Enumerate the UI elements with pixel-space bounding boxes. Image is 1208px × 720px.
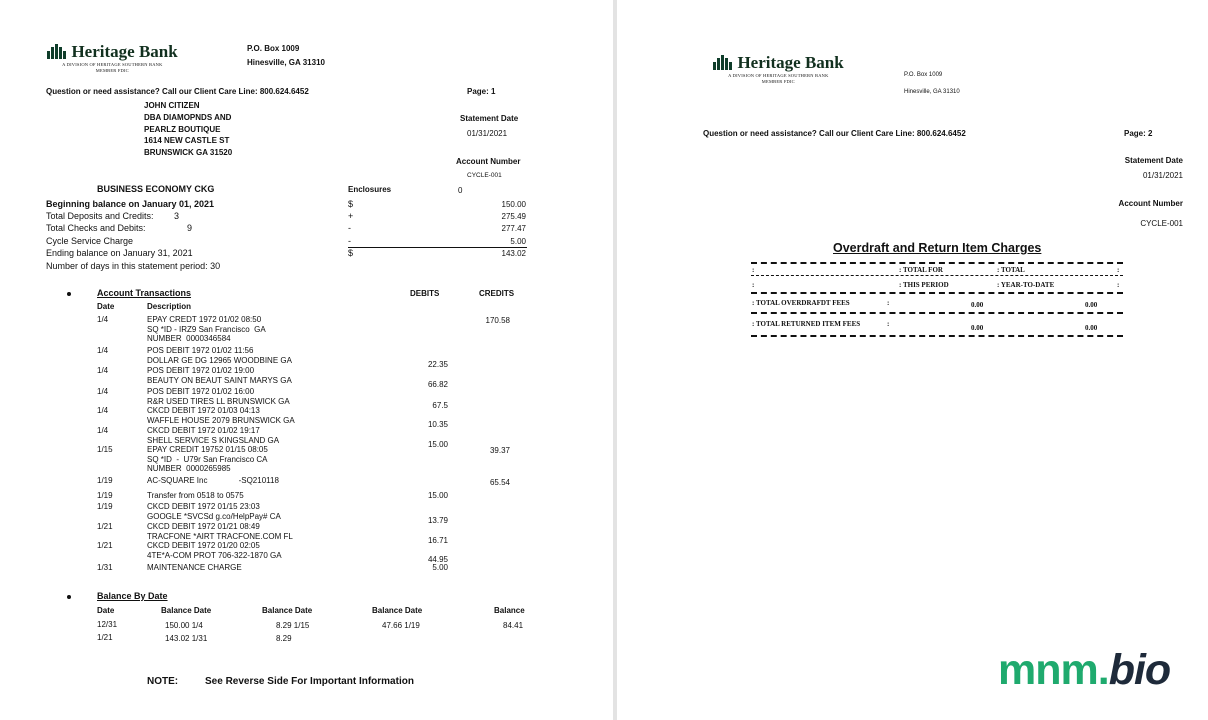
transaction-description: CKCD DEBIT 1972 01/03 04:13	[147, 406, 260, 415]
summary-label: Total Deposits and Credits:	[46, 211, 154, 221]
transaction-description: CKCD DEBIT 1972 01/21 08:49	[147, 522, 260, 531]
watermark-part2: bio	[1108, 646, 1171, 694]
watermark-logo	[998, 646, 1170, 695]
summary-sign: $	[348, 199, 354, 209]
charges-header-cell: : TOTAL FOR	[899, 266, 943, 274]
statement-page-2	[617, 0, 1208, 720]
transaction-date: 1/19	[97, 502, 113, 511]
charges-header-cell: :	[752, 266, 755, 274]
customer-line: JOHN CITIZEN	[144, 101, 200, 110]
transaction-credit: 170.58	[485, 316, 510, 325]
transaction-description: GOOGLE *SVCSd g.co/HelpPay# CA	[147, 511, 281, 521]
client-care-line: Question or need assistance? Call our Client Care Line: 800.624.6452	[703, 129, 966, 138]
transaction-description: TRACFONE *AIRT TRACFONE.COM FL	[147, 531, 293, 541]
charges-header-cell: :	[752, 281, 755, 289]
bank-name: Heritage Bank	[737, 53, 844, 72]
watermark-part1: mnm.	[998, 646, 1109, 694]
transaction-description: SQ *ID - U79r San Francisco CA	[147, 454, 268, 464]
transaction-credit: 65.54	[489, 478, 510, 487]
transaction-description: POS DEBIT 1972 01/02 16:00	[147, 387, 255, 396]
transaction-description: POS DEBIT 1972 01/02 19:00	[147, 366, 255, 375]
transaction-debit: 5.00	[432, 563, 448, 572]
bullet-icon	[67, 292, 71, 296]
transaction-date: 1/15	[97, 445, 113, 454]
summary-label: Ending balance on January 31, 2021	[46, 248, 193, 258]
transaction-date: 1/4	[97, 387, 109, 396]
balance-cell: 47.66 1/19	[382, 621, 420, 630]
transaction-description: AC-SQUARE Inc -SQ210118	[147, 476, 279, 485]
summary-sign: +	[348, 211, 354, 221]
transaction-date: 1/4	[97, 366, 109, 375]
balance-cell: 84.41	[503, 621, 524, 630]
statement-date-label: Statement Date	[1124, 156, 1183, 165]
summary-amount: 5.00	[510, 237, 526, 246]
charges-row-ytd: 0.00	[1085, 324, 1098, 332]
bank-division: A DIVISION OF HERITAGE SOUTHERN BANK	[728, 73, 829, 78]
customer-line: PEARLZ BOUTIQUE	[144, 124, 221, 134]
transaction-description: EPAY CREDIT 19752 01/15 08:05	[147, 445, 268, 454]
balance-title: Balance By Date	[97, 591, 168, 601]
transaction-credit: 39.37	[489, 446, 510, 455]
transaction-debit: 15.00	[427, 491, 448, 500]
dashed-rule	[751, 275, 1123, 276]
bank-member: MEMBER FDIC	[761, 79, 795, 84]
balance-header: Balance Date	[262, 606, 313, 615]
transaction-date: 1/4	[97, 426, 109, 435]
account-number-label: Account Number	[1118, 199, 1183, 208]
summary-sign: -	[348, 223, 351, 233]
summary-amount: 150.00	[501, 200, 526, 209]
charges-header-cell: : THIS PERIOD	[899, 281, 949, 289]
enclosures-label: Enclosures	[348, 185, 392, 194]
statement-date-label: Statement Date	[460, 114, 519, 123]
account-number-label: Account Number	[456, 157, 521, 166]
charges-row-ytd: 0.00	[1085, 301, 1098, 309]
account-type: BUSINESS ECONOMY CKG	[97, 184, 215, 194]
account-number: CYCLE-001	[1140, 219, 1183, 228]
charges-row-colon: :	[887, 320, 890, 328]
credits-header: CREDITS	[479, 289, 515, 298]
summary-label: Cycle Service Charge	[46, 236, 134, 246]
summary-sign: $	[348, 248, 354, 258]
dashed-rule	[751, 262, 1123, 264]
bank-name: Heritage Bank	[71, 42, 178, 61]
summary-label: Total Checks and Debits:	[46, 223, 146, 233]
address-line1: P.O. Box 1009	[904, 72, 943, 78]
transaction-date: 1/19	[97, 491, 113, 500]
charges-row-label: : TOTAL RETURNED ITEM FEES	[752, 320, 861, 328]
charges-row-label: : TOTAL OVERDRAFDT FEES	[752, 299, 850, 307]
transaction-description: SHELL SERVICE S KINGSLAND GA	[147, 435, 280, 445]
charges-title: Overdraft and Return Item Charges	[833, 241, 1042, 255]
balance-cell: 8.29	[276, 634, 292, 643]
charges-row-period: 0.00	[971, 324, 984, 332]
transaction-description: WAFFLE HOUSE 2079 BRUNSWICK GA	[147, 415, 295, 425]
balance-cell: 143.02 1/31	[165, 634, 208, 643]
customer-line: DBA DIAMOPNDS AND	[144, 112, 232, 122]
statement-date: 01/31/2021	[467, 129, 508, 138]
transaction-date: 1/4	[97, 406, 109, 415]
days-in-period: Number of days in this statement period: 30	[46, 261, 221, 271]
customer-address-block	[144, 100, 232, 159]
address-line2: Hinesville, GA 31310	[247, 58, 325, 67]
transaction-description: POS DEBIT 1972 01/02 11:56	[147, 346, 254, 355]
charges-header-cell: :	[1117, 266, 1120, 274]
transaction-debit: 67.5	[432, 401, 448, 410]
balance-cell: 1/21	[97, 633, 113, 642]
balance-cell: 12/31	[97, 620, 118, 629]
customer-line: BRUNSWICK GA 31520	[144, 148, 233, 158]
balance-header: Balance Date	[161, 606, 212, 615]
charges-header-cell: : TOTAL	[997, 266, 1025, 274]
transaction-description: CKCD DEBIT 1972 01/02 19:17	[147, 426, 260, 435]
summary-label: Beginning balance on January 01, 2021	[46, 199, 215, 209]
transaction-date: 1/31	[97, 563, 113, 572]
summary-amount: 277.47	[501, 224, 526, 233]
transaction-description: NUMBER 0000265985	[147, 464, 231, 474]
charges-header-cell: : YEAR-TO-DATE	[997, 281, 1055, 289]
client-care-line: Question or need assistance? Call our Client Care Line: 800.624.6452	[46, 87, 309, 96]
transaction-date: 1/4	[97, 315, 109, 324]
note-text: See Reverse Side For Important Information	[205, 676, 414, 687]
balance-header: Date	[97, 606, 115, 615]
balance-header: Balance	[494, 606, 525, 615]
balance-cell: 150.00 1/4	[165, 621, 203, 630]
summary-sign: -	[348, 236, 351, 246]
statement-date: 01/31/2021	[1142, 171, 1183, 180]
account-number: CYCLE-001	[467, 172, 502, 179]
transaction-debit: 13.79	[427, 516, 448, 525]
transaction-description: Transfer from 0518 to 0575	[147, 491, 244, 500]
dashed-rule	[751, 312, 1123, 314]
transaction-debit: 10.35	[427, 420, 448, 429]
page-number: Page: 2	[1124, 129, 1153, 138]
transaction-description: R&R USED TIRES LL BRUNSWICK GA	[147, 396, 290, 406]
transaction-description: CKCD DEBIT 1972 01/15 23:03	[147, 502, 260, 511]
transaction-description: BEAUTY ON BEAUT SAINT MARYS GA	[147, 375, 292, 385]
customer-line: 1614 NEW CASTLE ST	[144, 136, 230, 146]
balance-header: Balance Date	[372, 606, 423, 615]
debits-header: DEBITS	[410, 289, 440, 298]
transaction-debit: 16.71	[427, 536, 448, 545]
charges-row-period: 0.00	[971, 301, 984, 309]
transaction-description: DOLLAR GE DG 12965 WOODBINE GA	[147, 355, 292, 365]
transaction-description: 4TE*A-COM PROT 706-322-1870 GA	[147, 550, 282, 560]
bank-member: MEMBER FDIC	[95, 68, 129, 73]
address-line1: P.O. Box 1009	[247, 44, 300, 53]
transaction-description: CKCD DEBIT 1972 01/20 02:05	[147, 541, 260, 550]
dashed-rule	[751, 335, 1123, 337]
summary-amount: 275.49	[501, 212, 526, 221]
bullet-icon	[67, 595, 71, 599]
summary-count: 9	[187, 223, 193, 233]
bank-division: A DIVISION OF HERITAGE SOUTHERN BANK	[62, 62, 163, 67]
transaction-description: SQ *ID - IRZ9 San Francisco GA	[147, 324, 266, 334]
charges-row-colon: :	[887, 299, 890, 307]
transaction-debit: 44.95	[427, 555, 448, 564]
note-label: NOTE:	[147, 676, 179, 687]
transaction-date: 1/19	[97, 476, 113, 485]
description-header: Description	[147, 302, 192, 311]
transaction-debit: 66.82	[427, 380, 448, 389]
transactions-title: Account Transactions	[97, 288, 192, 298]
page-number: Page: 1	[467, 87, 496, 96]
date-header: Date	[97, 302, 115, 311]
bank-building-icon	[47, 44, 67, 59]
summary-count: 3	[174, 211, 180, 221]
transaction-description: EPAY CREDT 1972 01/02 08:50	[147, 315, 262, 324]
balance-cell: 8.29 1/15	[276, 621, 310, 630]
enclosures-value: 0	[458, 186, 463, 195]
transaction-description: MAINTENANCE CHARGE	[147, 563, 242, 572]
address-line2: Hinesville, GA 31310	[904, 89, 960, 95]
dashed-rule	[751, 292, 1123, 294]
bank-logo	[47, 42, 178, 74]
summary-rule	[348, 247, 527, 248]
transaction-date: 1/21	[97, 541, 113, 550]
transaction-debit: 15.00	[427, 440, 448, 449]
transaction-date: 1/4	[97, 346, 109, 355]
bank-logo	[713, 53, 844, 85]
transaction-debit: 22.35	[427, 360, 448, 369]
charges-header-cell: :	[1117, 281, 1120, 289]
transaction-description: NUMBER 0000346584	[147, 334, 231, 344]
transaction-date: 1/21	[97, 522, 113, 531]
summary-amount: 143.02	[501, 249, 526, 258]
bank-building-icon	[713, 55, 733, 70]
